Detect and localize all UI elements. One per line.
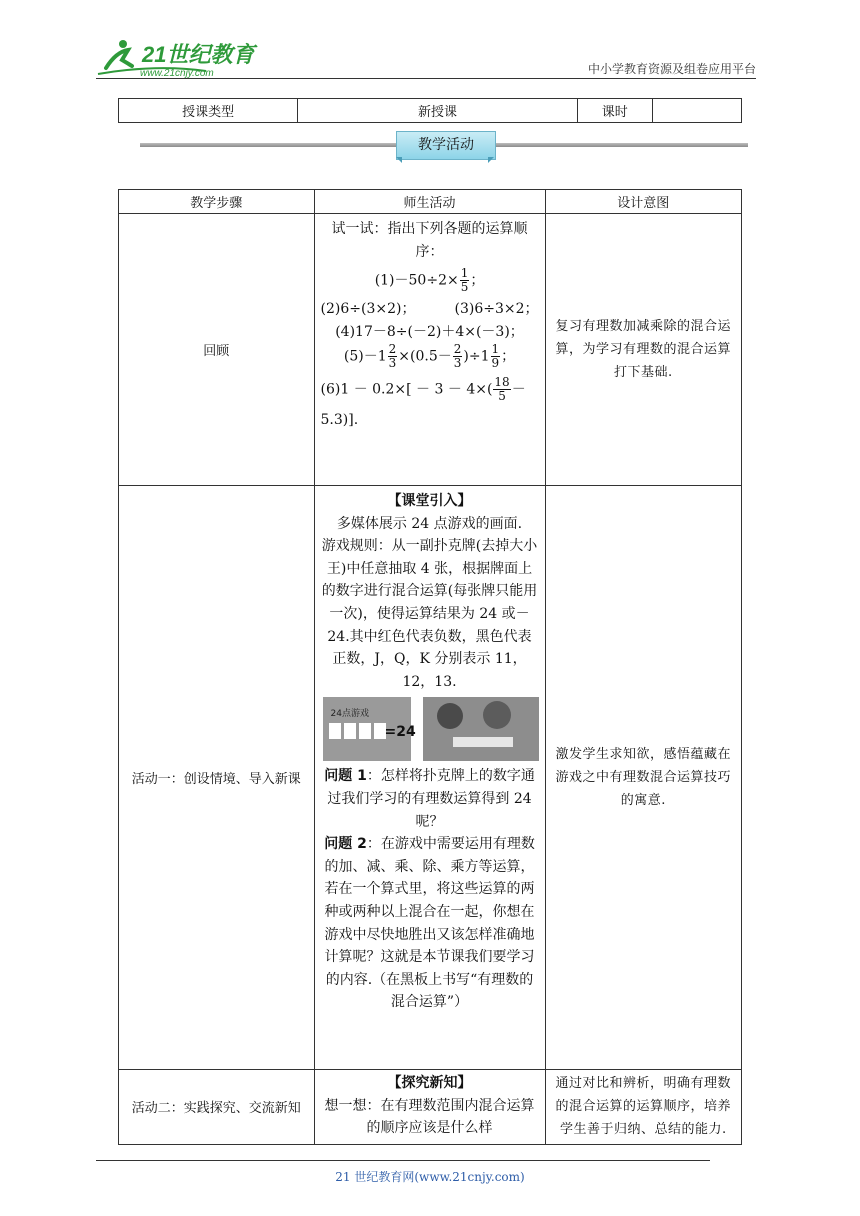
design-cell: 复习有理数加减乘除的混合运算，为学习有理数的混合运算打下基础.: [545, 214, 741, 486]
question-1: 问题 1：怎样将扑克牌上的数字通过我们学习的有理数运算得到 24 呢？: [324, 768, 535, 830]
activity-paragraph: 想一想：在有理数范围内混合运算的顺序应该是什么样: [324, 1097, 535, 1137]
table-row: [119, 1070, 742, 1145]
game-images: [323, 697, 539, 761]
lesson-hours-value: [652, 99, 741, 123]
lesson-hours-label: 课时: [577, 99, 652, 123]
activity-heading: 【课堂引入】: [387, 493, 472, 509]
formula-3: (3)6÷3×2；: [454, 301, 539, 318]
lesson-type-label: 授课类型: [119, 99, 298, 123]
formula-6: (6)1 － 0.2×[ － 3 － 4×( $\frac{18}{5}$ －: [320, 375, 526, 404]
lesson-type-value: 新授课: [298, 99, 577, 123]
logo-text: 21世纪教育: [142, 42, 255, 67]
activity-cell: [314, 214, 545, 486]
formula-1: (1)－50÷2× $\frac{1}{5}$ ；: [374, 266, 485, 295]
formula-2: (2)6÷(3×2)；: [320, 301, 416, 318]
footer-link[interactable]: 21 世纪教育网(www.21cnjy.com): [335, 1170, 525, 1184]
activity-cell: [314, 1070, 545, 1145]
children-playing-image: [423, 697, 539, 761]
table-row: [119, 214, 742, 486]
activity-cell: [314, 486, 545, 1070]
step-cell: 活动一：创设情境、导入新课: [119, 486, 315, 1070]
review-intro: 试一试：指出下列各题的运算顺序：: [331, 221, 528, 260]
step-cell: 活动二：实践探究、交流新知: [119, 1070, 315, 1145]
header-divider: [96, 78, 756, 79]
section-banner: 教学活动: [396, 131, 496, 160]
activity-paragraph: 多媒体展示 24 点游戏的画面.: [336, 515, 523, 532]
footer-divider: [96, 1160, 710, 1161]
formula-5: (5)－1 $\frac{2}{3}$ ×(0.5－ $\frac{2}{3}$ )÷1 $\frac{1}{9}$ ；: [343, 342, 516, 371]
table-row: [119, 486, 742, 1070]
lesson-info-table: [118, 98, 742, 123]
design-cell: 通过对比和辨析，明确有理数的混合运算的运算顺序，培养学生善于归纳、总结的能力.: [545, 1070, 741, 1145]
question-2: 问题 2：在游戏中需要运用有理数的加、减、乘、除、乘方等运算，若在一个算式里，将这些运算的两种或两种以上混合在一起，你想在游戏中尽快地胜出又该怎样准确地计算呢？这就是本节课我们要学习的内容.（在黑板上书写“有理数的混合运算”）: [324, 836, 535, 1011]
activity-table: [118, 189, 742, 1145]
game-screen-image: 24点游戏 =24: [323, 697, 411, 761]
formula-6-end: 5.3)].: [320, 412, 359, 429]
formula-2-3: [321, 298, 539, 321]
banner-fold-left: [396, 157, 402, 163]
design-cell: 激发学生求知欲，感悟蕴藏在游戏之中有理数混合运算技巧的寓意.: [545, 486, 741, 1070]
formula-4: (4)17－8÷(－2)＋4×(－3)；: [335, 323, 524, 340]
logo: [96, 38, 266, 78]
logo-url: www.21cnjy.com: [140, 68, 214, 78]
banner-fold-right: [488, 157, 494, 163]
platform-name: 中小学教育资源及组卷应用平台: [587, 62, 756, 76]
step-cell: 回顾: [119, 214, 315, 486]
header-activity: 师生活动: [314, 190, 545, 214]
header-step: 教学步骤: [119, 190, 315, 214]
activity-heading: 【探究新知】: [387, 1075, 472, 1091]
activity-paragraph: 游戏规则：从一副扑克牌(去掉大小王)中任意抽取 4 张，根据牌面上的数字进行混合运算(每张牌只能用一次)，使得运算结果为 24 或－24.其中红色代表负数，黑色代表正数，J，Q，K 分别表示 11，12，13.: [321, 538, 538, 690]
header-design: 设计意图: [545, 190, 741, 214]
